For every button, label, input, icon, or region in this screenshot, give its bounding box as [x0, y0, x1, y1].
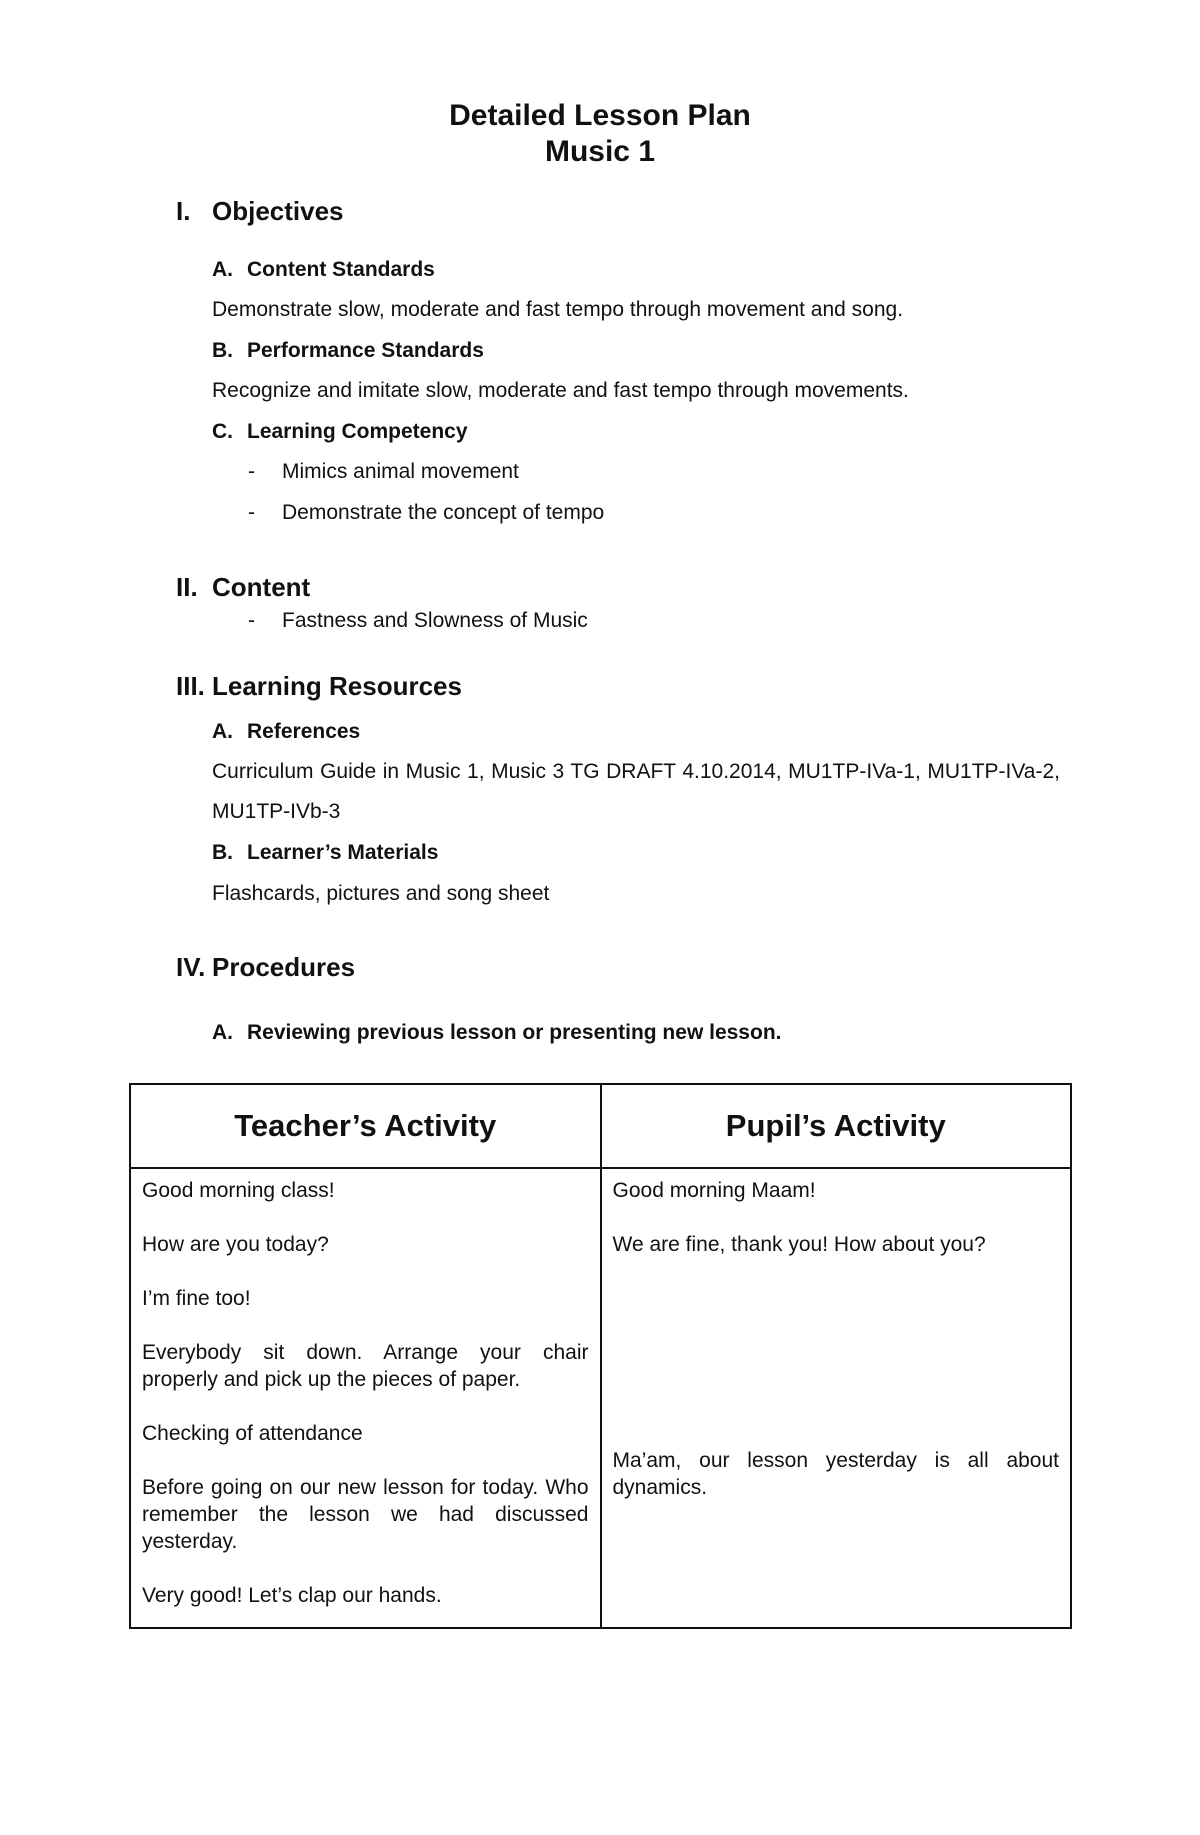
section-number: I.: [176, 196, 191, 226]
pupil-line: Ma’am, our lesson yesterday is all about dynamics.: [612, 1449, 1059, 1499]
section-title: Content: [212, 572, 311, 602]
spacer: [613, 1420, 1060, 1447]
list-item-text: Mimics animal movement: [282, 460, 519, 483]
table-row: [130, 1168, 1071, 1628]
references-text: Curriculum Guide in Music 1, Music 3 TG DRAFT 4.10.2014, MU1TP-IVa-1, MU1TP-IVa-2, MU1TP-IVb-3: [212, 760, 1060, 823]
section-title: Objectives: [212, 196, 344, 226]
subsection-title: Performance Standards: [247, 339, 484, 362]
section-procedures: [176, 952, 355, 982]
page-title: Detailed Lesson Plan: [449, 99, 751, 132]
teacher-line: Before going on our new lesson for today. Who remember the lesson we had discussed yesterday.: [142, 1476, 589, 1553]
teacher-activity-header: Teacher’s Activity: [130, 1084, 601, 1168]
pupil-line: Good morning Maam!: [612, 1179, 816, 1202]
subsection-letter: B.: [212, 339, 233, 362]
list-item: [248, 608, 588, 634]
subsection-title: Reviewing previous lesson or presenting new lesson.: [247, 1021, 782, 1044]
section-number: IV.: [176, 952, 206, 982]
list-item-text: Demonstrate the concept of tempo: [282, 501, 605, 524]
spacer: [613, 1312, 1060, 1339]
teacher-line: Everybody sit down. Arrange your chair properly and pick up the pieces of paper.: [142, 1341, 589, 1391]
section-content: [176, 572, 310, 602]
dash-bullet: -: [248, 460, 255, 483]
spacer: [613, 1366, 1060, 1393]
dash-bullet: -: [248, 609, 255, 632]
section-title: Learning Resources: [212, 671, 462, 701]
list-item: [248, 459, 519, 485]
performance-standards-text: Recognize and imitate slow, moderate and fast tempo through movements.: [212, 379, 909, 402]
section-learning-resources: [176, 671, 462, 701]
teacher-line: Checking of attendance: [142, 1422, 363, 1445]
subsection-letter: C.: [212, 420, 233, 443]
teacher-activity-cell: [130, 1168, 601, 1628]
subsection-learners-materials: [212, 840, 438, 866]
subsection-letter: A.: [212, 720, 233, 743]
section-number: III.: [176, 671, 205, 701]
teacher-line: How are you today?: [142, 1233, 329, 1256]
section-title: Procedures: [212, 952, 356, 982]
activity-table: [129, 1083, 1072, 1629]
list-item: [248, 500, 604, 526]
subsection-letter: A.: [212, 1021, 233, 1044]
subsection-references: [212, 719, 360, 745]
pupil-activity-cell: [601, 1168, 1072, 1628]
subsection-content-standards: [212, 257, 435, 283]
subsection-letter: A.: [212, 258, 233, 281]
subsection-title: Content Standards: [247, 258, 435, 281]
dash-bullet: -: [248, 501, 255, 524]
teacher-line: Very good! Let’s clap our hands.: [142, 1584, 442, 1607]
learners-materials-text: Flashcards, pictures and song sheet: [212, 882, 550, 905]
subsection-letter: B.: [212, 841, 233, 864]
spacer: [613, 1285, 1060, 1312]
section-number: II.: [176, 572, 198, 602]
content-standards-text: Demonstrate slow, moderate and fast tempo through movement and song.: [212, 298, 904, 321]
spacer: [613, 1393, 1060, 1420]
list-item-text: Fastness and Slowness of Music: [282, 609, 588, 632]
subsection-reviewing: [212, 1020, 781, 1046]
subsection-learning-competency: [212, 419, 468, 445]
page-subtitle: Music 1: [544, 135, 656, 168]
subsection-title: Learner’s Materials: [247, 841, 439, 864]
subsection-title: References: [247, 720, 361, 743]
subsection-title: Learning Competency: [247, 420, 468, 443]
table-header-row: [130, 1084, 1071, 1168]
subsection-performance-standards: [212, 338, 484, 364]
pupil-line: We are fine, thank you! How about you?: [612, 1233, 986, 1256]
teacher-line: Good morning class!: [142, 1179, 335, 1202]
spacer: [613, 1339, 1060, 1366]
teacher-line: I’m fine too!: [142, 1287, 251, 1310]
pupil-activity-header: Pupil’s Activity: [601, 1084, 1072, 1168]
section-objectives: [176, 196, 344, 226]
